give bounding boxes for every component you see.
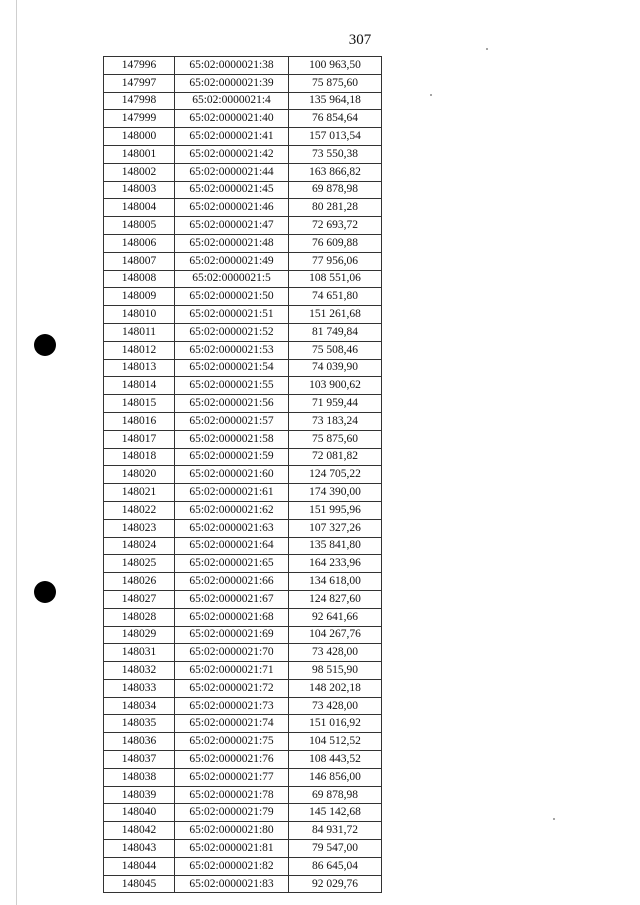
value-cell: 98 515,90 (289, 662, 382, 680)
cadastral-number-cell: 65:02:0000021:58 (175, 430, 289, 448)
table-row (104, 555, 382, 573)
record-number-cell: 148026 (104, 573, 175, 591)
cadastral-number-cell: 65:02:0000021:38 (175, 57, 289, 75)
cadastral-number-cell: 65:02:0000021:41 (175, 128, 289, 146)
table-row (104, 252, 382, 270)
table-row (104, 751, 382, 769)
record-number-cell: 148043 (104, 840, 175, 858)
cadastral-number-cell: 65:02:0000021:60 (175, 466, 289, 484)
value-cell: 79 547,00 (289, 840, 382, 858)
table-row (104, 306, 382, 324)
record-number-cell: 148020 (104, 466, 175, 484)
record-number-cell: 148022 (104, 501, 175, 519)
value-cell: 72 693,72 (289, 217, 382, 235)
record-number-cell: 148031 (104, 644, 175, 662)
record-number-cell: 148007 (104, 252, 175, 270)
value-cell: 107 327,26 (289, 519, 382, 537)
cadastral-number-cell: 65:02:0000021:64 (175, 537, 289, 555)
record-number-cell: 148037 (104, 751, 175, 769)
registry-table-body (104, 57, 382, 893)
record-number-cell: 148005 (104, 217, 175, 235)
record-number-cell: 148040 (104, 804, 175, 822)
table-row (104, 679, 382, 697)
record-number-cell: 148044 (104, 857, 175, 875)
record-number-cell: 148011 (104, 323, 175, 341)
value-cell: 75 875,60 (289, 74, 382, 92)
record-number-cell: 148016 (104, 412, 175, 430)
table-row (104, 110, 382, 128)
record-number-cell: 148017 (104, 430, 175, 448)
cadastral-number-cell: 65:02:0000021:46 (175, 199, 289, 217)
cadastral-number-cell: 65:02:0000021:71 (175, 662, 289, 680)
cadastral-number-cell: 65:02:0000021:45 (175, 181, 289, 199)
value-cell: 151 995,96 (289, 501, 382, 519)
table-row (104, 217, 382, 235)
record-number-cell: 147997 (104, 74, 175, 92)
table-row (104, 697, 382, 715)
value-cell: 108 443,52 (289, 751, 382, 769)
record-number-cell: 148038 (104, 768, 175, 786)
table-row (104, 145, 382, 163)
table-row (104, 359, 382, 377)
cadastral-number-cell: 65:02:0000021:82 (175, 857, 289, 875)
table-row (104, 822, 382, 840)
table-row (104, 430, 382, 448)
record-number-cell: 148009 (104, 288, 175, 306)
cadastral-number-cell: 65:02:0000021:69 (175, 626, 289, 644)
punch-hole (34, 581, 56, 603)
value-cell: 92 641,66 (289, 608, 382, 626)
value-cell: 163 866,82 (289, 163, 382, 181)
table-row (104, 715, 382, 733)
table-row (104, 590, 382, 608)
table-row (104, 484, 382, 502)
value-cell: 124 827,60 (289, 590, 382, 608)
table-row (104, 644, 382, 662)
punch-hole (34, 334, 56, 356)
value-cell: 84 931,72 (289, 822, 382, 840)
cadastral-number-cell: 65:02:0000021:68 (175, 608, 289, 626)
record-number-cell: 148002 (104, 163, 175, 181)
record-number-cell: 148028 (104, 608, 175, 626)
table-row (104, 181, 382, 199)
value-cell: 174 390,00 (289, 484, 382, 502)
cadastral-number-cell: 65:02:0000021:48 (175, 234, 289, 252)
table-row (104, 92, 382, 110)
value-cell: 75 875,60 (289, 430, 382, 448)
cadastral-number-cell: 65:02:0000021:51 (175, 306, 289, 324)
record-number-cell: 148032 (104, 662, 175, 680)
record-number-cell: 148013 (104, 359, 175, 377)
value-cell: 74 039,90 (289, 359, 382, 377)
table-row (104, 377, 382, 395)
record-number-cell: 148035 (104, 715, 175, 733)
value-cell: 151 016,92 (289, 715, 382, 733)
record-number-cell: 148015 (104, 395, 175, 413)
record-number-cell: 148027 (104, 590, 175, 608)
table-row (104, 733, 382, 751)
cadastral-number-cell: 65:02:0000021:4 (175, 92, 289, 110)
record-number-cell: 148014 (104, 377, 175, 395)
value-cell: 135 841,80 (289, 537, 382, 555)
value-cell: 104 267,76 (289, 626, 382, 644)
value-cell: 100 963,50 (289, 57, 382, 75)
value-cell: 146 856,00 (289, 768, 382, 786)
value-cell: 69 878,98 (289, 786, 382, 804)
cadastral-number-cell: 65:02:0000021:79 (175, 804, 289, 822)
page-number: 307 (348, 32, 372, 48)
value-cell: 135 964,18 (289, 92, 382, 110)
table-row (104, 786, 382, 804)
value-cell: 134 618,00 (289, 573, 382, 591)
value-cell: 164 233,96 (289, 555, 382, 573)
cadastral-number-cell: 65:02:0000021:5 (175, 270, 289, 288)
scan-speck (553, 818, 555, 820)
cadastral-number-cell: 65:02:0000021:40 (175, 110, 289, 128)
value-cell: 148 202,18 (289, 679, 382, 697)
record-number-cell: 148010 (104, 306, 175, 324)
cadastral-number-cell: 65:02:0000021:47 (175, 217, 289, 235)
cadastral-number-cell: 65:02:0000021:75 (175, 733, 289, 751)
cadastral-number-cell: 65:02:0000021:62 (175, 501, 289, 519)
cadastral-number-cell: 65:02:0000021:57 (175, 412, 289, 430)
cadastral-number-cell: 65:02:0000021:53 (175, 341, 289, 359)
table-row (104, 875, 382, 893)
record-number-cell: 147996 (104, 57, 175, 75)
cadastral-number-cell: 65:02:0000021:72 (175, 679, 289, 697)
value-cell: 73 550,38 (289, 145, 382, 163)
record-number-cell: 147998 (104, 92, 175, 110)
value-cell: 76 854,64 (289, 110, 382, 128)
cadastral-number-cell: 65:02:0000021:61 (175, 484, 289, 502)
record-number-cell: 148033 (104, 679, 175, 697)
value-cell: 81 749,84 (289, 323, 382, 341)
cadastral-number-cell: 65:02:0000021:76 (175, 751, 289, 769)
table-row (104, 857, 382, 875)
record-number-cell: 148021 (104, 484, 175, 502)
table-row (104, 573, 382, 591)
cadastral-number-cell: 65:02:0000021:50 (175, 288, 289, 306)
scan-speck (430, 94, 432, 96)
table-row (104, 341, 382, 359)
cadastral-number-cell: 65:02:0000021:77 (175, 768, 289, 786)
table-row (104, 199, 382, 217)
cadastral-number-cell: 65:02:0000021:54 (175, 359, 289, 377)
table-row (104, 804, 382, 822)
cadastral-number-cell: 65:02:0000021:73 (175, 697, 289, 715)
value-cell: 73 183,24 (289, 412, 382, 430)
record-number-cell: 148034 (104, 697, 175, 715)
cadastral-number-cell: 65:02:0000021:66 (175, 573, 289, 591)
record-number-cell: 148024 (104, 537, 175, 555)
cadastral-number-cell: 65:02:0000021:56 (175, 395, 289, 413)
cadastral-number-cell: 65:02:0000021:78 (175, 786, 289, 804)
table-row (104, 323, 382, 341)
record-number-cell: 148045 (104, 875, 175, 893)
value-cell: 72 081,82 (289, 448, 382, 466)
value-cell: 76 609,88 (289, 234, 382, 252)
cadastral-number-cell: 65:02:0000021:59 (175, 448, 289, 466)
table-row (104, 501, 382, 519)
value-cell: 69 878,98 (289, 181, 382, 199)
record-number-cell: 148003 (104, 181, 175, 199)
table-row (104, 234, 382, 252)
record-number-cell: 148025 (104, 555, 175, 573)
record-number-cell: 148029 (104, 626, 175, 644)
table-row (104, 128, 382, 146)
cadastral-number-cell: 65:02:0000021:67 (175, 590, 289, 608)
value-cell: 73 428,00 (289, 644, 382, 662)
value-cell: 108 551,06 (289, 270, 382, 288)
value-cell: 104 512,52 (289, 733, 382, 751)
table-row (104, 163, 382, 181)
cadastral-number-cell: 65:02:0000021:70 (175, 644, 289, 662)
table-row (104, 412, 382, 430)
record-number-cell: 148004 (104, 199, 175, 217)
table-row (104, 288, 382, 306)
value-cell: 86 645,04 (289, 857, 382, 875)
table-row (104, 466, 382, 484)
value-cell: 80 281,28 (289, 199, 382, 217)
record-number-cell: 148001 (104, 145, 175, 163)
cadastral-number-cell: 65:02:0000021:81 (175, 840, 289, 858)
value-cell: 103 900,62 (289, 377, 382, 395)
value-cell: 157 013,54 (289, 128, 382, 146)
cadastral-number-cell: 65:02:0000021:39 (175, 74, 289, 92)
value-cell: 145 142,68 (289, 804, 382, 822)
record-number-cell: 148008 (104, 270, 175, 288)
value-cell: 151 261,68 (289, 306, 382, 324)
table-row (104, 662, 382, 680)
record-number-cell: 148018 (104, 448, 175, 466)
table-row (104, 608, 382, 626)
cadastral-number-cell: 65:02:0000021:74 (175, 715, 289, 733)
page-edge-line (16, 0, 17, 905)
table-row (104, 768, 382, 786)
table-row (104, 57, 382, 75)
cadastral-number-cell: 65:02:0000021:65 (175, 555, 289, 573)
table-row (104, 626, 382, 644)
record-number-cell: 148039 (104, 786, 175, 804)
cadastral-number-cell: 65:02:0000021:49 (175, 252, 289, 270)
value-cell: 73 428,00 (289, 697, 382, 715)
record-number-cell: 148036 (104, 733, 175, 751)
cadastral-number-cell: 65:02:0000021:55 (175, 377, 289, 395)
value-cell: 92 029,76 (289, 875, 382, 893)
table-row (104, 448, 382, 466)
value-cell: 74 651,80 (289, 288, 382, 306)
table-row (104, 519, 382, 537)
cadastral-number-cell: 65:02:0000021:80 (175, 822, 289, 840)
table-row (104, 840, 382, 858)
cadastral-number-cell: 65:02:0000021:63 (175, 519, 289, 537)
value-cell: 77 956,06 (289, 252, 382, 270)
registry-table (103, 56, 382, 893)
record-number-cell: 148000 (104, 128, 175, 146)
cadastral-number-cell: 65:02:0000021:83 (175, 875, 289, 893)
record-number-cell: 148042 (104, 822, 175, 840)
record-number-cell: 148023 (104, 519, 175, 537)
record-number-cell: 148012 (104, 341, 175, 359)
table-row (104, 395, 382, 413)
value-cell: 75 508,46 (289, 341, 382, 359)
value-cell: 124 705,22 (289, 466, 382, 484)
value-cell: 71 959,44 (289, 395, 382, 413)
scan-speck (486, 48, 488, 50)
record-number-cell: 148006 (104, 234, 175, 252)
table-row (104, 74, 382, 92)
cadastral-number-cell: 65:02:0000021:44 (175, 163, 289, 181)
record-number-cell: 147999 (104, 110, 175, 128)
cadastral-number-cell: 65:02:0000021:52 (175, 323, 289, 341)
cadastral-number-cell: 65:02:0000021:42 (175, 145, 289, 163)
table-row (104, 270, 382, 288)
table-row (104, 537, 382, 555)
